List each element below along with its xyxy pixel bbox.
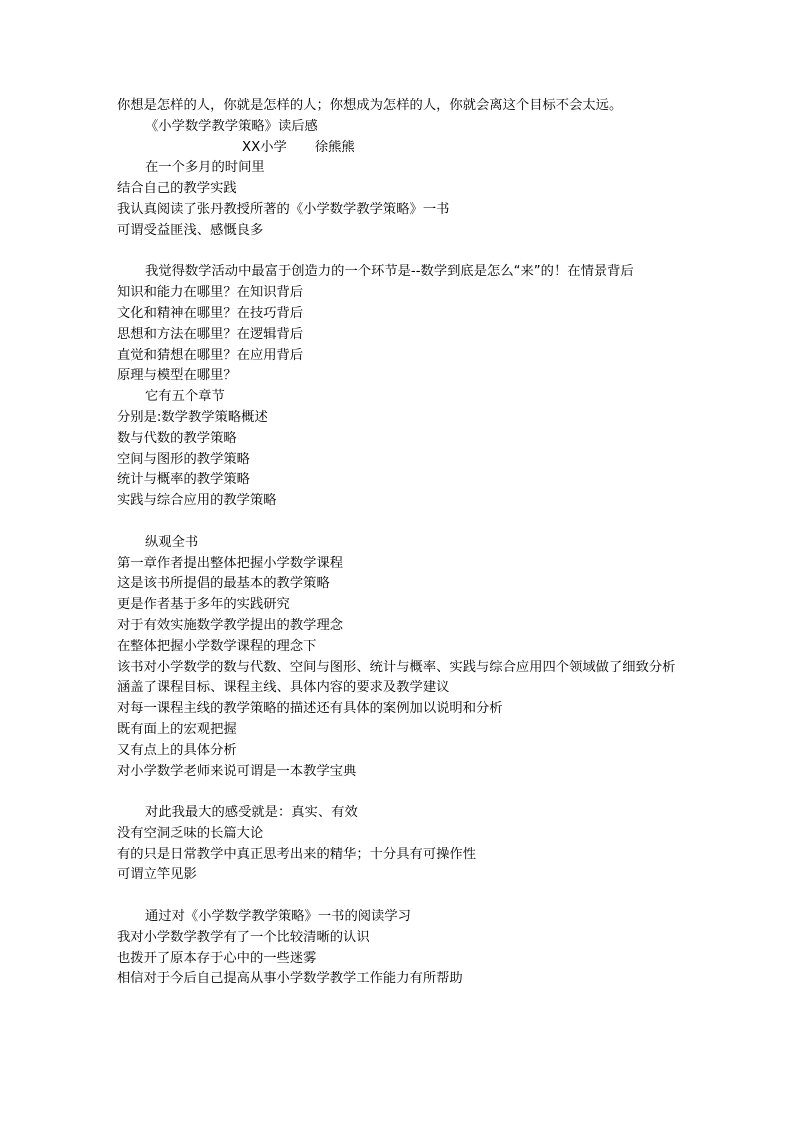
paragraph-line: 直觉和猜想在哪里？在应用背后 [117, 347, 304, 363]
paragraph-line: 有的只是日常教学中真正思考出来的精华；十分具有可操作性 [117, 846, 477, 862]
paragraph-line: 相信对于今后自己提高从事小学数学教学工作能力有所帮助 [117, 971, 463, 987]
paragraph-line: 又有点上的具体分析 [117, 742, 237, 758]
paragraph-line: 在一个多月的时间里 [145, 160, 265, 176]
paragraph-line: 实践与综合应用的教学策略 [117, 493, 277, 509]
paragraph-spacer [117, 886, 717, 907]
paragraph-line: 统计与概率的教学策略 [117, 472, 250, 488]
paragraph-line: 对小学数学老师来说可谓是一本教学宝典 [117, 763, 357, 779]
paragraph-line: 没有空洞乏味的长篇大论 [117, 825, 264, 841]
author-name: 徐熊熊 [314, 139, 355, 155]
paragraph-line: 更是作者基于多年的实践研究 [117, 597, 290, 613]
paragraph-line: 我觉得数学活动中最富于创造力的一个环节是--数学到底是怎么“来”的！在情景背后 [145, 264, 634, 280]
paragraph-line: 纵观全书 [145, 534, 199, 550]
paragraph-line: 对于有效实施数学教学提出的教学理念 [117, 617, 344, 633]
paragraph-line: 数与代数的教学策略 [117, 430, 237, 446]
essay-title: 《小学数学教学策略》读后感 [145, 118, 318, 134]
paragraph-line: 我对小学数学教学有了一个比较清晰的认识 [117, 929, 370, 945]
paragraph-line: 可谓受益匪浅、感慨良多 [117, 222, 264, 238]
paragraph-spacer [117, 512, 717, 533]
paragraph-line: 在整体把握小学数学课程的理念下 [117, 638, 317, 654]
paragraph-spacer [117, 242, 717, 263]
paragraph-line: 结合自己的教学实践 [117, 181, 237, 197]
paragraph-line: 空间与图形的教学策略 [117, 451, 250, 467]
paragraph-line: 对此我最大的感受就是：真实、有效 [145, 805, 358, 821]
paragraph-line: 也拨开了原本存于心中的一些迷雾 [117, 950, 317, 966]
paragraph-line: 涵盖了课程目标、课程主线、具体内容的要求及教学建议 [117, 680, 450, 696]
paragraph-line: 原理与模型在哪里？ [117, 368, 237, 384]
school-name: XX小学 [242, 139, 287, 155]
paragraph-line: 它有五个章节 [145, 389, 225, 405]
paragraph-line: 通过对《小学数学教学策略》一书的阅读学习 [145, 909, 411, 925]
paragraph-line: 可谓立竿见影 [117, 867, 197, 883]
paragraph-line: 第一章作者提出整体把握小学数学课程 [117, 555, 344, 571]
paragraph-line: 我认真阅读了张丹教授所著的《小学数学教学策略》一书 [117, 201, 450, 217]
paragraph-line: 既有面上的宏观把握 [117, 721, 237, 737]
document-body [117, 96, 717, 990]
paragraph-line: 该书对小学数学的数与代数、空间与图形、统计与概率、实践与综合应用四个领域做了细致分析 [117, 659, 676, 675]
paragraph-line: 知识和能力在哪里？在知识背后 [117, 285, 304, 301]
paragraph-line: 文化和精神在哪里？在技巧背后 [117, 305, 304, 321]
paragraph-line: 思想和方法在哪里？在逻辑背后 [117, 326, 304, 342]
paragraph-line: 分别是:数学教学策略概述 [117, 409, 268, 425]
paragraph-line: 对每一课程主线的教学策略的描述还有具体的案例加以说明和分析 [117, 701, 503, 717]
author-line [117, 138, 717, 159]
paragraph-line: 这是该书所提倡的最基本的教学策略 [117, 576, 330, 592]
paragraph-spacer [117, 782, 717, 803]
opening-quote: 你想是怎样的人，你就是怎样的人；你想成为怎样的人，你就会离这个目标不会太远。 [117, 98, 623, 113]
